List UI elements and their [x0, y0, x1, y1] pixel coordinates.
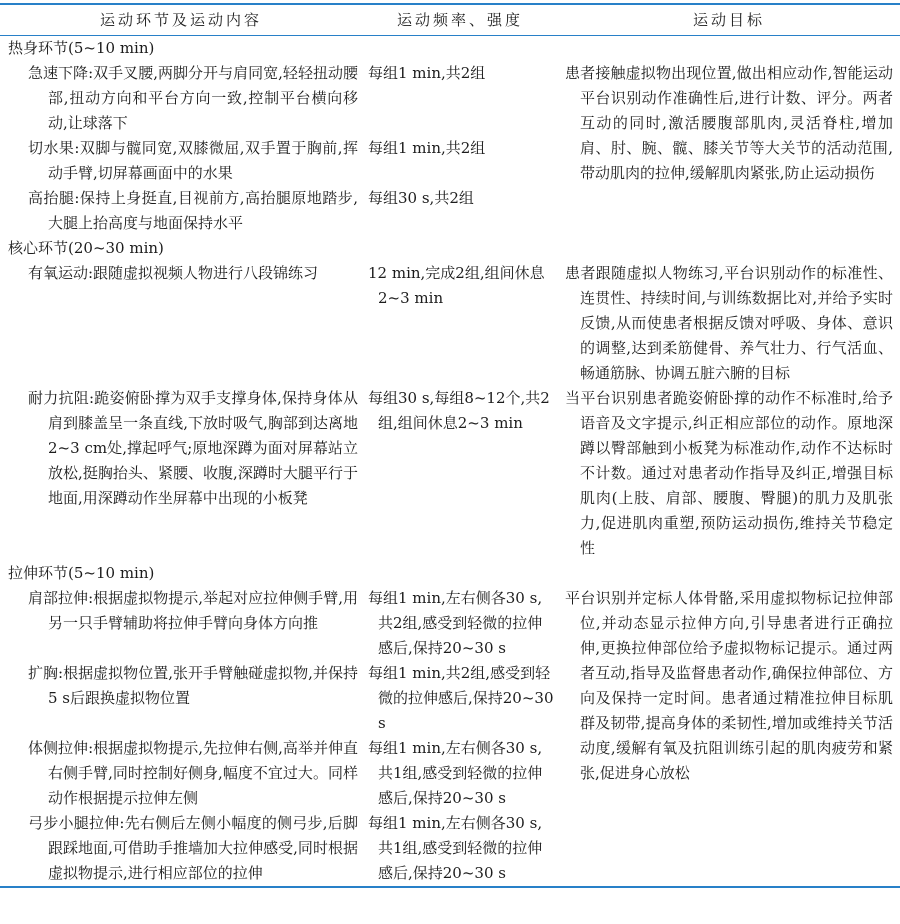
frequency-cell: [362, 136, 558, 186]
content-cell: [0, 661, 362, 736]
content-cell: [0, 736, 362, 811]
table-header-row: [0, 4, 900, 36]
section-title-stretch: 拉伸环节(5~10 min): [8, 564, 155, 582]
exercise-content: 肩部拉伸:根据虚拟物提示,举起对应拉伸侧手臂,用另一只手臂辅助将拉伸手臂向身体方向推: [28, 589, 358, 632]
exercise-frequency: 12 min,完成2组,组间休息2~3 min: [368, 264, 545, 307]
table-row-endurance-resistance: [0, 386, 900, 561]
exercise-frequency: 每组30 s,每组8~12个,共2组,组间休息2~3 min: [368, 389, 550, 432]
frequency-cell: [362, 186, 558, 236]
goal-cell-aerobic: [558, 261, 900, 386]
section-title-warmup: 热身环节(5~10 min): [8, 39, 155, 57]
table-row-shoulder-stretch: [0, 586, 900, 661]
content-cell: [0, 386, 362, 561]
exercise-frequency: 每组30 s,共2组: [368, 189, 474, 207]
exercise-content: 体侧拉伸:根据虚拟物提示,先拉伸右侧,高举并伸直右侧手臂,同时控制好侧身,幅度不宜过大。同样动作根据提示拉伸左侧: [28, 739, 358, 807]
exercise-frequency: 每组1 min,左右侧各30 s,共1组,感受到轻微的拉伸感后,保持20~30 s: [368, 739, 543, 807]
exercise-content: 急速下降:双手叉腰,两脚分开与肩同宽,轻轻扭动腰部,扭动方向和平台方向一致,控制平台横向移动,让球落下: [28, 64, 358, 132]
exercise-content: 弓步小腿拉伸:先右侧后左侧小幅度的侧弓步,后脚跟踩地面,可借助手推墙加大拉伸感受,同时根据虚拟物提示,进行相应部位的拉伸: [28, 814, 358, 882]
exercise-goal: 当平台识别患者跪姿俯卧撑的动作不标准时,给予语音及文字提示,纠正相应部位的动作。原地深蹲以臀部触到小板凳为标准动作,动作不达标时不计数。通过对患者动作指导及纠正,增强目标肌肉(上肢、肩部、腰腹、臀腿)的肌力及肌张力,促进肌肉重塑,预防运动损伤,维持关节稳定性: [565, 389, 893, 557]
col-header-goal: 运动目标: [558, 4, 900, 36]
content-cell: [0, 186, 362, 236]
frequency-cell: [362, 736, 558, 811]
frequency-cell: [362, 261, 558, 386]
exercise-content: 有氧运动:跟随虚拟视频人物进行八段锦练习: [28, 264, 319, 282]
frequency-cell: [362, 61, 558, 136]
content-cell: [0, 586, 362, 661]
col-header-frequency: 运动频率、强度: [362, 4, 558, 36]
exercise-goal: 平台识别并定标人体骨骼,采用虚拟物标记拉伸部位,并动态显示拉伸方向,引导患者进行正确拉伸,更换拉伸部位给予虚拟物标记提示。通过两者互动,指导及监督患者动作,确保拉伸部位、方向及保持一定时间。患者通过精准拉伸目标肌群及韧带,提高身体的柔韧性,增加或维持关节活动度,缓解有氧及抗阻训练引起的肌肉疲劳和紧张,促进身心放松: [565, 589, 893, 782]
exercise-content: 高抬腿:保持上身挺直,目视前方,高抬腿原地踏步,大腿上抬高度与地面保持水平: [28, 189, 358, 232]
section-row-core: [0, 236, 900, 261]
exercise-program-table: [0, 3, 900, 888]
exercise-frequency: 每组1 min,左右侧各30 s,共1组,感受到轻微的拉伸感后,保持20~30 s: [368, 814, 543, 882]
table-row-aerobic: [0, 261, 900, 386]
col-header-content: 运动环节及运动内容: [0, 4, 362, 36]
frequency-cell: [362, 386, 558, 561]
exercise-frequency: 每组1 min,共2组: [368, 64, 486, 82]
exercise-frequency: 每组1 min,共2组,感受到轻微的拉伸感后,保持20~30 s: [368, 664, 554, 732]
exercise-content: 切水果:双脚与髋同宽,双膝微屈,双手置于胸前,挥动手臂,切屏幕画面中的水果: [28, 139, 358, 182]
frequency-cell: [362, 586, 558, 661]
content-cell: [0, 61, 362, 136]
goal-cell-warmup: [558, 61, 900, 236]
table-row-rapid-descent: [0, 61, 900, 136]
section-title-core: 核心环节(20~30 min): [8, 239, 164, 257]
exercise-frequency: 每组1 min,共2组: [368, 139, 486, 157]
section-row-warmup: [0, 36, 900, 62]
content-cell: [0, 261, 362, 386]
exercise-content: 扩胸:根据虚拟物位置,张开手臂触碰虚拟物,并保持5 s后跟换虚拟物位置: [28, 664, 358, 707]
exercise-content: 耐力抗阻:跪姿俯卧撑为双手支撑身体,保持身体从肩到膝盖呈一条直线,下放时吸气,胸部到达离地2~3 cm处,撑起呼气;原地深蹲为面对屏幕站立放松,挺胸抬头、紧腰、收腹,深蹲时大腿平行于地面,用深蹲动作坐屏幕中出现的小板凳: [28, 389, 358, 507]
frequency-cell: [362, 811, 558, 887]
goal-cell-endurance: [558, 386, 900, 561]
goal-cell-stretch: [558, 586, 900, 887]
exercise-goal: 患者接触虚拟物出现位置,做出相应动作,智能运动平台识别动作准确性后,进行计数、评分。两者互动的同时,激活腰腹部肌肉,灵活脊柱,增加肩、肘、腕、髋、膝关节等大关节的活动范围,带动肌肉的拉伸,缓解肌肉紧张,防止运动损伤: [565, 64, 893, 182]
section-row-stretch: [0, 561, 900, 586]
exercise-frequency: 每组1 min,左右侧各30 s,共2组,感受到轻微的拉伸感后,保持20~30 s: [368, 589, 543, 657]
content-cell: [0, 136, 362, 186]
content-cell: [0, 811, 362, 887]
exercise-goal: 患者跟随虚拟人物练习,平台识别动作的标准性、连贯性、持续时间,与训练数据比对,并给予实时反馈,从而使患者根据反馈对呼吸、身体、意识的调整,达到柔筋健骨、养气壮力、行气活血、畅通筋脉、协调五脏六腑的目标: [565, 264, 893, 382]
frequency-cell: [362, 661, 558, 736]
